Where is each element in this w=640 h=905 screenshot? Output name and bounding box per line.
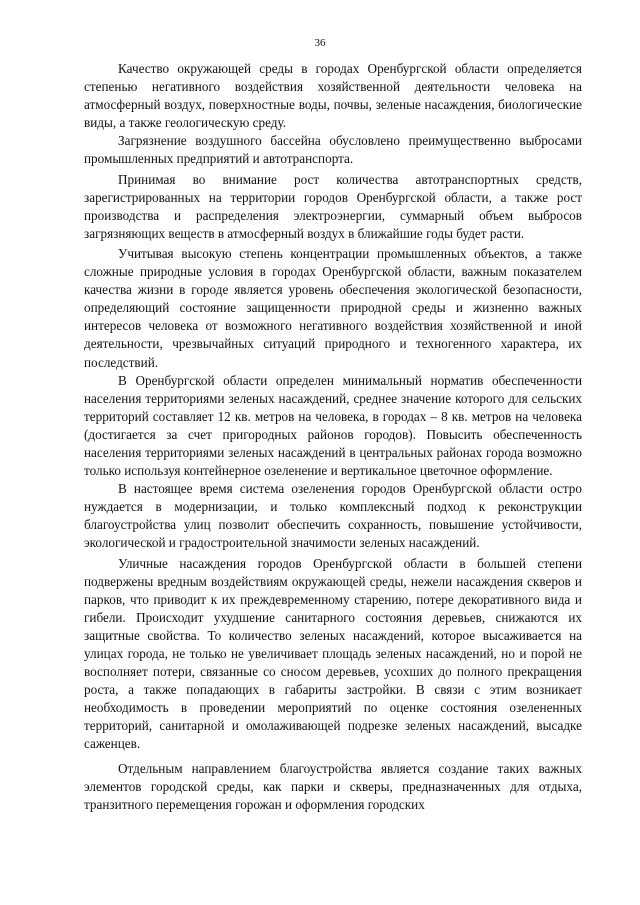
paragraph-emissions-growth: Принимая во внимание рост количества автотранспортных средств, зарегистрированных на территории городов Оренбургской области, а также рост производства и распределения электроэнергии, суммарный объем выбросов загрязняющих веществ в атмосферный воздух в ближайшие годы будет расти. <box>84 171 582 241</box>
body-text <box>84 60 582 814</box>
paragraph-street-plantings: Уличные насаждения городов Оренбургской области в большей степени подвержены вредным воздействиям окружающей среды, нежели насаждения скверов и парков, что приводит к их преждевременному старению, потере декоративного вида и гибели. Происходит ухудшение санитарного состояния деревьев, снижаются их защитные свойства. То количество зеленых насаждений, которое высаживается на улицах города, не только не увеличивает площадь зеленых насаждений, но и порой не восполняет потери, связанные со сносом деревьев, усохших до полного прекращения роста, а также попадающих в габариты застройки. В связи с этим возникает необходимость в проведении мероприятий по оценке состояния озелененных территорий, санитарной и омолаживающей подрезке зеленых насаждений, высадке саженцев. <box>84 555 582 752</box>
paragraph-parks-and-squares: Отдельным направлением благоустройства является создание таких важных элементов городской среды, как парки и скверы, предназначенных для отдыха, транзитного перемещения горожан и оформления городских <box>84 760 582 812</box>
paragraph-air-pollution: Загрязнение воздушного бассейна обусловлено преимущественно выбросами промышленных предприятий и автотранспорта. <box>84 133 582 167</box>
paragraph-ecological-safety: Учитывая высокую степень концентрации промышленных объектов, а также сложные природные условия в городах Оренбургской области, важным показателем качества жизни в городе является уровень обеспечения экологической безопасности, определяющий состояние защищенности природной среды и жизненно важных интересов человека от возможного негативного воздействия хозяйственной и иной деятельности, чрезвычайных ситуаций природного и техногенного характера, их последствий. <box>84 245 582 370</box>
paragraph-green-space-norm: В Оренбургской области определен минимальный норматив обеспеченности населения территориями зеленых насаждений, среднее значение которого для сельских территорий составляет 12 кв. метров на человека, в городах – 8 кв. метров на человека (достигается за счет пригородных районов городов). Повысить обеспеченность населения территориями зеленых насаждений в центральных районах города возможно только используя контейнерное озеленение и вертикальное цветочное оформление. <box>84 372 582 479</box>
paragraph-environment-quality: Качество окружающей среды в городах Оренбургской области определяется степенью негативного воздействия хозяйственной деятельности человека на атмосферный воздух, поверхностные воды, почвы, зеленые насаждения, биологические виды, а также геологическую среду. <box>84 61 582 131</box>
page-number: 36 <box>314 37 326 49</box>
paragraph-landscaping-modernization: В настоящее время система озеленения городов Оренбургской области остро нуждается в модернизации, и только комплексный подход к реконструкции благоустройства улиц позволит обеспечить сохранность, повышение устойчивости, экологической и градостроительной значимости зеленых насаждений. <box>84 481 582 551</box>
